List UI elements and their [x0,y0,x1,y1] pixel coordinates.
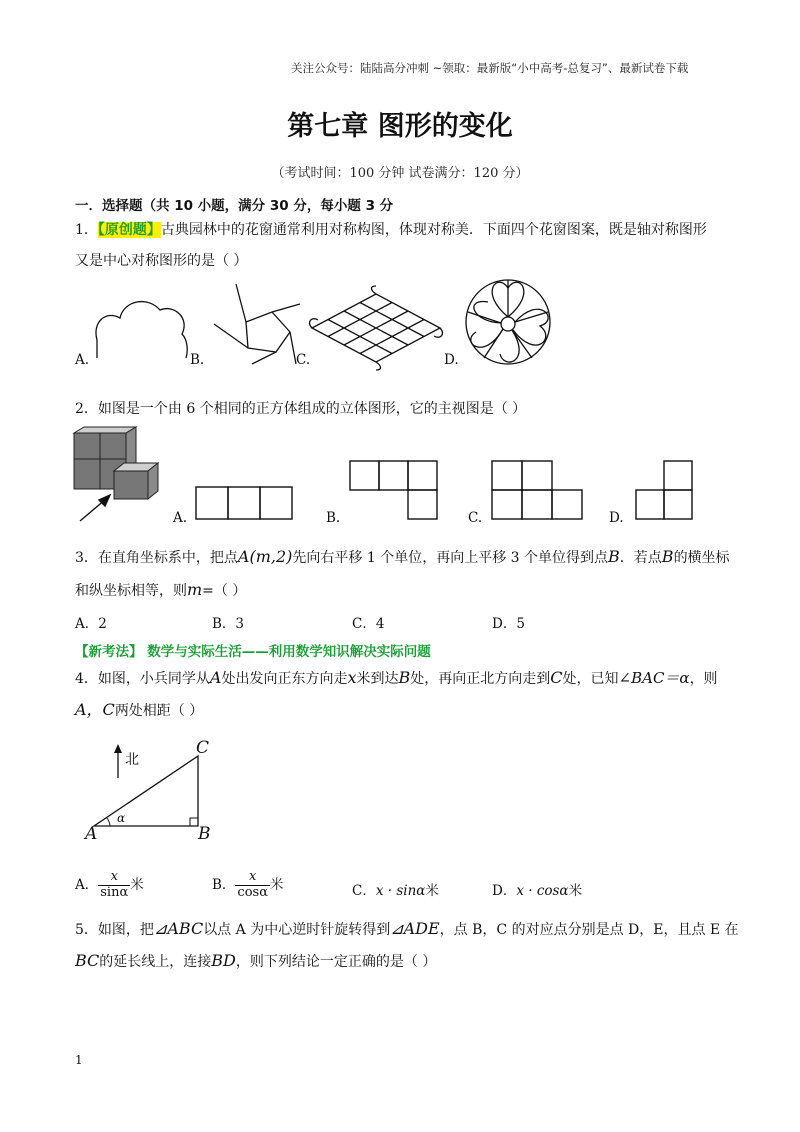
question-number: 1． [75,222,98,238]
triangle-ade: ⊿ADE [390,919,440,938]
page-title: 第七章 图形的变化 [287,111,513,142]
q5-text-a: 5．如图，把 [75,922,154,938]
point-a: A(m,2) [237,547,293,566]
fig-label-c: C [196,738,210,758]
q4-text-e: 处，已知 [562,671,619,687]
fig-label-b: B [198,824,211,844]
q1-option-d[interactable]: D. [444,352,459,368]
unit: 米 [425,883,439,899]
page-number: 1 [75,1053,83,1067]
denominator: cosα [237,884,268,900]
front-view-a [196,487,292,519]
q4-point-c: C [550,668,563,687]
window-pattern-d [466,280,550,364]
option-label: C． [352,883,376,899]
q5-text-e: ，则下列结论一定正确的是（ ） [235,954,437,970]
q2-figures [0,425,800,525]
q3-option-d[interactable]: D．5 [492,616,525,632]
question-2: 2．如图是一个由 6 个相同的正方体组成的立体图形，它的主视图是（ ） [75,401,527,417]
q4-option-a[interactable] [75,870,144,901]
window-pattern-a [96,302,187,358]
fraction [235,870,270,901]
triangle-abc: ⊿ABC [153,919,204,938]
q2-option-d[interactable]: D. [609,510,624,526]
header-note: 关注公众号：陆陆高分冲刺 ~领取：最新版“小中高考-总复习”、最新试卷下载 [291,61,689,75]
numerator: x [98,870,130,886]
q3-text-c: ．若点 [619,550,662,566]
unit: 米 [568,883,583,899]
option-label: A． [75,876,99,893]
q1-option-a[interactable]: A. [75,352,90,368]
unit: 米 [130,876,144,893]
q4-text-f: ，则 [689,671,718,687]
q4-point-a: A [209,668,222,687]
q4-angle: ∠BAC＝α [618,669,690,687]
q2-option-c[interactable]: C. [468,510,483,526]
window-pattern-c [310,286,443,370]
q1-option-b[interactable]: B. [190,352,205,368]
exam-info: （考试时间：100 分钟 试卷满分：120 分） [271,166,529,181]
q1-option-c[interactable]: C. [296,352,311,368]
q4-option-b[interactable] [212,870,283,901]
question-1-line-2: 又是中心对称图形的是（ ） [75,253,248,269]
q2-option-b[interactable]: B. [326,510,341,526]
expression: x · cosα [516,883,569,899]
q3-text-e: 和纵坐标相等，则 [75,583,187,599]
expression: x · sinα [375,883,426,899]
q5-text-c: ，点 B，C 的对应点分别是点 D，E，且点 E 在 [439,922,739,938]
q1-figures [0,282,800,372]
new-method-heading [75,640,431,660]
q3-option-a[interactable]: A．2 [75,616,107,632]
question-1-line-1 [75,223,707,237]
front-view-d [636,461,692,519]
fig-label-a: A [85,824,98,844]
q3-option-b[interactable]: B．3 [212,616,245,632]
var-m: m [187,580,203,599]
q4-var-x: x [347,668,357,687]
section-heading: 一．选择题（共 10 小题，满分 30 分，每小题 3 分 [75,198,394,214]
point-b: B [608,547,620,566]
q4-text-g: 两处相距（ ） [114,703,204,719]
question-5-line-2 [75,953,436,969]
segment-bd: BD [211,951,236,970]
q4-option-d[interactable] [492,879,582,899]
front-view-b [350,461,437,519]
north-label: 北 [125,752,139,768]
new-method-text: 数学与实际生活——利用数学知识解决实际问题 [147,644,431,660]
question-3-line-1 [75,549,730,565]
question-4-line-1 [75,670,718,686]
unit: 米 [269,876,284,893]
q3-text-b: 先向右平移 1 个单位，再向上平移 3 个单位得到点 [292,550,609,566]
denominator: sinα [100,884,129,900]
question-text: 古典园林中的花窗通常利用对称构图，体现对称美．下面四个花窗图案，既是轴对称图形 [160,222,707,238]
q2-option-a[interactable]: A. [173,510,188,526]
view-arrow [80,495,110,521]
front-view-c [492,461,582,519]
q3-option-c[interactable]: C．4 [352,616,385,632]
q3-text-a: 3．在直角坐标系中，把点 [75,550,238,566]
q4-option-c[interactable] [352,879,439,899]
option-label: D． [492,883,517,899]
q5-text-d: 的延长线上，连接 [99,954,212,970]
q3-text-f: =（ ） [202,583,247,599]
numerator: x [235,870,270,886]
question-5-line-1 [75,921,739,937]
segment-bc: BC [75,951,100,970]
point-b-ref: B [661,547,674,566]
q4-point-b: B [398,668,411,687]
fig-label-alpha: α [117,811,126,825]
option-label: B． [212,876,236,893]
question-3-line-2 [75,582,246,598]
question-4-line-2 [75,702,203,718]
original-tag: 【原创题】 [97,222,161,238]
q4-text-b: 处出发向正东方向走 [221,671,348,687]
q4-text-a: 4．如图，小兵同学从 [75,671,210,687]
q4-triangle-figure [80,738,280,848]
q4-points-ac: A，C [75,700,115,719]
q4-text-d: 处，再向正北方向走到 [410,671,551,687]
q4-text-c: 米到达 [356,671,399,687]
q5-text-b: 以点 A 为中心逆时针旋转得到 [203,922,391,938]
window-pattern-b [214,284,300,364]
fraction [98,870,130,901]
q3-text-d: 的横坐标 [673,550,730,566]
new-method-tag: 【新考法】 [75,644,143,660]
cube-stack [74,427,158,499]
